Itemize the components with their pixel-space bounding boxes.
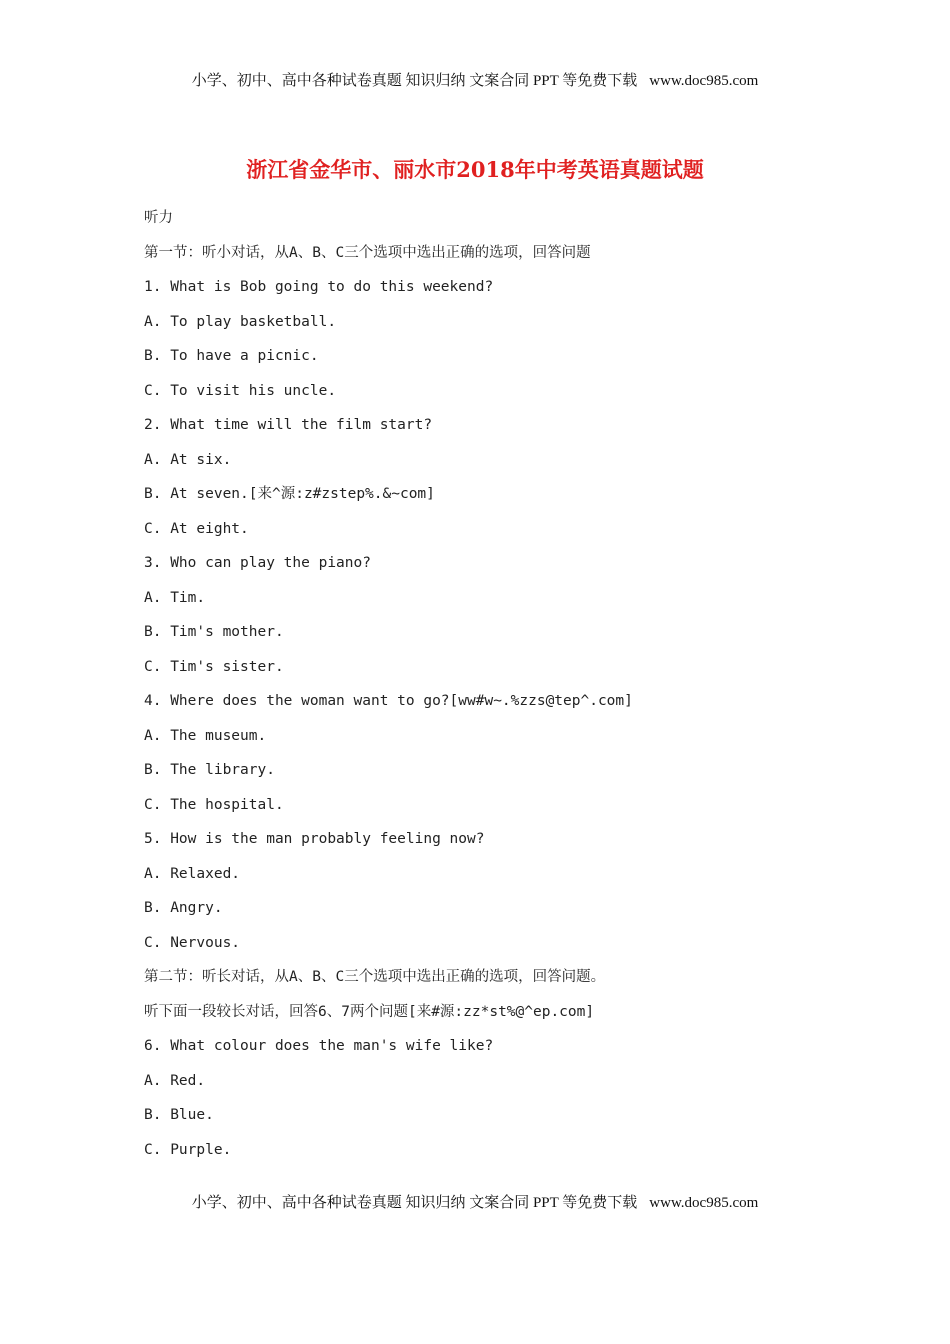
text-line: C. Purple. <box>144 1141 232 1158</box>
text-line: C. Nervous. <box>144 934 241 951</box>
text-line: B. Tim's mother. <box>144 624 284 640</box>
text-line: 4. Where does the woman want to go?[ww#w~.%zzs@tep^.com] <box>144 693 633 709</box>
text-line: A. Relaxed. <box>144 865 241 882</box>
document-title: 浙江省金华市、丽水市2018年中考英语真题试题 <box>246 157 704 182</box>
text-line: A. To play basketball. <box>144 313 337 330</box>
text-line: A. The museum. <box>144 727 267 744</box>
header-text: 小学、初中、高中各种试卷真题 知识归纳 文案合同 PPT 等免费下载 <box>191 73 638 89</box>
header-site: www.doc985.com <box>649 73 759 89</box>
text-line: B. The library. <box>144 762 275 778</box>
page-header <box>0 69 950 90</box>
text-line: A. Red. <box>144 1072 206 1089</box>
document-body <box>144 201 824 1167</box>
text-line: 听力 <box>144 210 173 226</box>
text-line: B. Blue. <box>144 1107 214 1123</box>
text-line: 第二节：听长对话，从A、B、C三个选项中选出正确的选项，回答问题。 <box>144 969 606 985</box>
text-line: 3. Who can play the piano? <box>144 555 371 571</box>
text-line: 听下面一段较长对话，回答6、7两个问题[来#源:zz*st%@^ep.com] <box>144 1003 595 1020</box>
text-line: C. The hospital. <box>144 796 284 813</box>
page-footer <box>0 1191 950 1212</box>
text-line: 1. What is Bob going to do this weekend? <box>144 279 494 295</box>
text-line: 6. What colour does the man's wife like? <box>144 1038 494 1054</box>
text-line: A. Tim. <box>144 589 206 606</box>
text-line: 第一节：听小对话，从A、B、C三个选项中选出正确的选项，回答问题 <box>144 244 591 261</box>
text-line: C. At eight. <box>144 520 249 537</box>
footer-site: www.doc985.com <box>649 1195 759 1211</box>
text-line: B. To have a picnic. <box>144 348 319 364</box>
text-line: 5. How is the man probably feeling now? <box>144 831 485 847</box>
text-line: C. To visit his uncle. <box>144 382 337 399</box>
text-line: 2. What time will the film start? <box>144 417 433 433</box>
text-line: C. Tim's sister. <box>144 658 284 675</box>
text-line: B. At seven.[来^源:z#zstep%.&~com] <box>144 486 435 502</box>
footer-text: 小学、初中、高中各种试卷真题 知识归纳 文案合同 PPT 等免费下载 <box>191 1195 638 1211</box>
text-line: B. Angry. <box>144 900 223 916</box>
text-line: A. At six. <box>144 451 232 468</box>
